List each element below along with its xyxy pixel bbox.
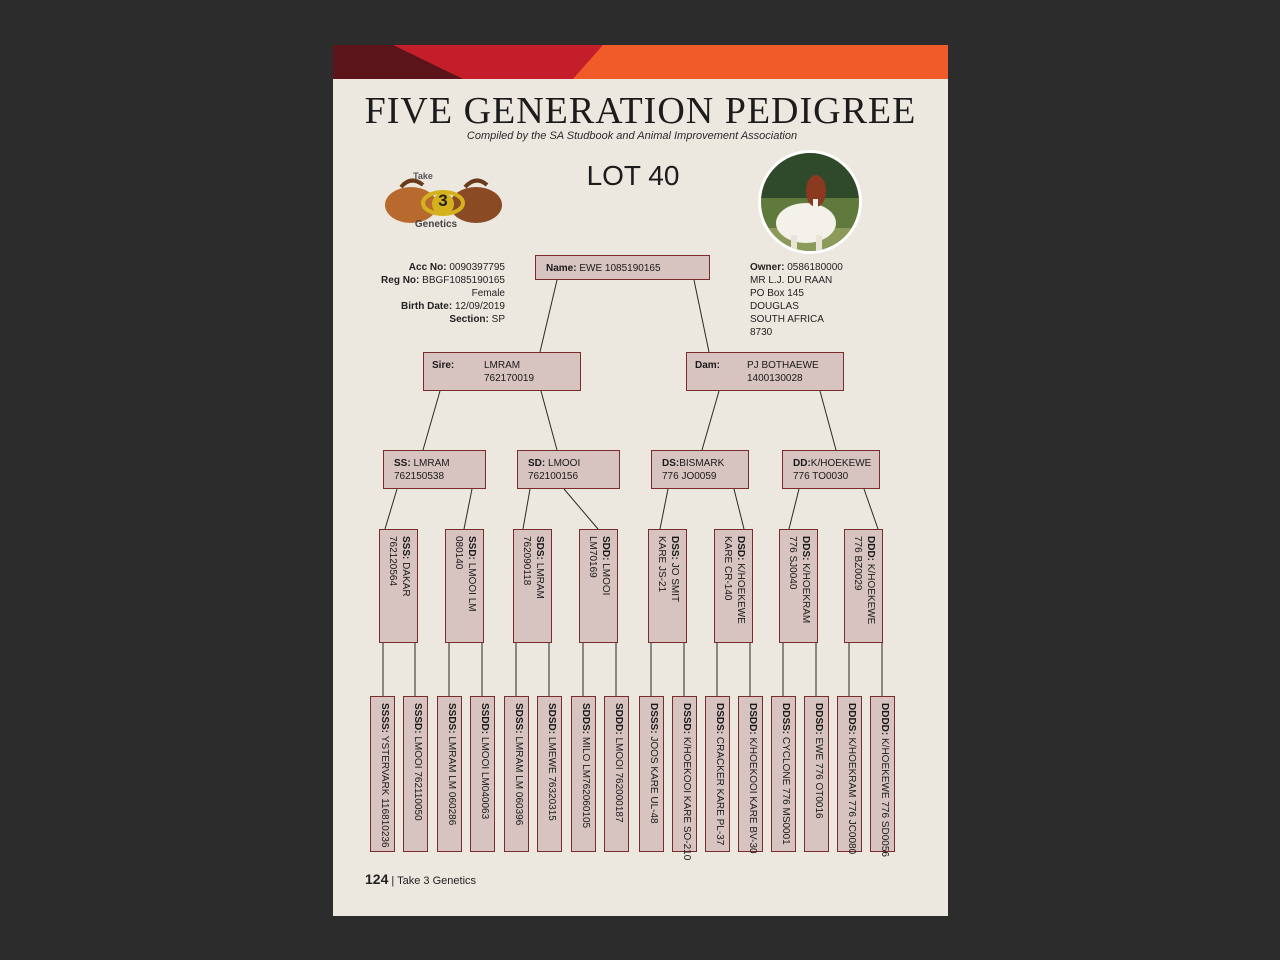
name-box: Name: EWE 1085190165 — [535, 255, 710, 280]
sire-box: Sire: LMRAM 762170019 — [423, 352, 581, 391]
gen5-box: SDDD: LMOOI 762000187 — [604, 696, 629, 852]
page-footer — [365, 871, 476, 887]
gen5-box: SSDD: LMOOI LM040063 — [470, 696, 495, 852]
gen4-box: DDS: K/HOEKRAM 776 SJ0040 — [779, 529, 818, 643]
owner-line: DOUGLAS — [750, 301, 799, 312]
gen3-ss-box: SS: LMRAM 762150538 — [383, 450, 486, 489]
gen4-box: SSD: LMOOI LM 080140 — [445, 529, 484, 643]
gen5-box: DDDS: K/HOEKRAM 776 JC0080 — [837, 696, 862, 852]
page-number: 124 — [365, 871, 389, 887]
gen4-box: DDD: K/HOEKEWE 776 BZ0029 — [844, 529, 883, 643]
owner-info: Owner: 0586180000 MR L.J. DU RAAN PO Box 145 DOUGLAS SOUTH AFRICA 8730 — [750, 261, 910, 339]
gen5-box: SSSD: LMOOI 762110050 — [403, 696, 428, 852]
logo-top-text: Take — [413, 171, 433, 181]
gen5-box: DDSS: CYCLONE 776 MS0001 — [771, 696, 796, 852]
gen4-box: SDD: LMOOI LM70169 — [579, 529, 618, 643]
lot-number: LOT 40 — [586, 160, 680, 191]
gen5-box: DDSD: EWE 776 OT0016 — [804, 696, 829, 852]
owner-line: PO Box 145 — [750, 288, 804, 299]
footer-separator: | — [391, 875, 395, 887]
sire-name: LMRAM — [484, 360, 521, 371]
gen5-box: SSSS: YSTERVARK 116810236 — [370, 696, 395, 852]
gen3-ds-box: DS:BISMARK 776 JO0059 — [651, 450, 749, 489]
page-subtitle: Compiled by the SA Studbook and Animal Improvement Association — [466, 130, 798, 142]
pedigree-page — [333, 45, 948, 916]
gen5-box: SDDS: MILO LM762060105 — [571, 696, 596, 852]
gen5-box: DSSS: JOOS KARE UL-48 — [639, 696, 664, 852]
owner-number: 0586180000 — [787, 262, 843, 273]
gen4-box: DSS: JO SMIT KARE JS-21 — [648, 529, 687, 643]
birth-date: 12/09/2019 — [454, 301, 505, 312]
animal-info: Acc No: 0090397795 Reg No: BBGF1085190165 Female Birth Date: 12/09/2019 Section: SP — [353, 261, 505, 326]
gen3-dd-box: DD:K/HOEKEWE 776 TO0030 — [782, 450, 880, 489]
gen5-box: DSDD: K/HOEKOOI KARE BV-30 — [738, 696, 763, 852]
logo-number: 3 — [438, 191, 448, 210]
owner-line: MR L.J. DU RAAN — [750, 275, 833, 286]
footer-text: Take 3 Genetics — [397, 875, 477, 887]
page-title: FIVE GENERATION PEDIGREE — [364, 90, 917, 132]
sex: Female — [471, 288, 505, 299]
gen4-box: SSS: DAKAR 762120564 — [379, 529, 418, 643]
owner-line: SOUTH AFRICA — [750, 314, 824, 325]
gen5-box: SDSS: LMRAM LM 060396 — [504, 696, 529, 852]
gen3-sd-box: SD: LMOOI 762100156 — [517, 450, 620, 489]
gen5-box: DSSD: K/HOEKOOI KARE SO-210 — [672, 696, 697, 852]
animal-name: EWE 1085190165 — [579, 263, 661, 274]
dam-box: Dam: PJ BOTHAEWE 1400130028 — [686, 352, 844, 391]
dam-name: PJ BOTHAEWE — [747, 360, 819, 371]
gen5-box: DSDS: CRACKER KARE PL-37 — [705, 696, 730, 852]
dam-reg: 1400130028 — [747, 373, 803, 384]
sire-reg: 762170019 — [484, 373, 535, 384]
gen4-box: DSD: K/HOEKEWE KARE CR-140 — [714, 529, 753, 643]
gen5-box: SDSD: LMEWE 76320315 — [537, 696, 562, 852]
gen5-box: DDDD: K/HOEKEWE 776 SD0056 — [870, 696, 895, 852]
reg-number: BBGF1085190165 — [422, 275, 505, 286]
gen5-box: SSDS: LMRAM LM 060286 — [437, 696, 462, 852]
section: SP — [491, 314, 505, 325]
gen4-box: SDS: LMRAM 762090118 — [513, 529, 552, 643]
logo-bottom-text: Genetics — [414, 219, 458, 230]
owner-line: 8730 — [750, 327, 773, 338]
acc-number: 0090397795 — [449, 262, 505, 273]
